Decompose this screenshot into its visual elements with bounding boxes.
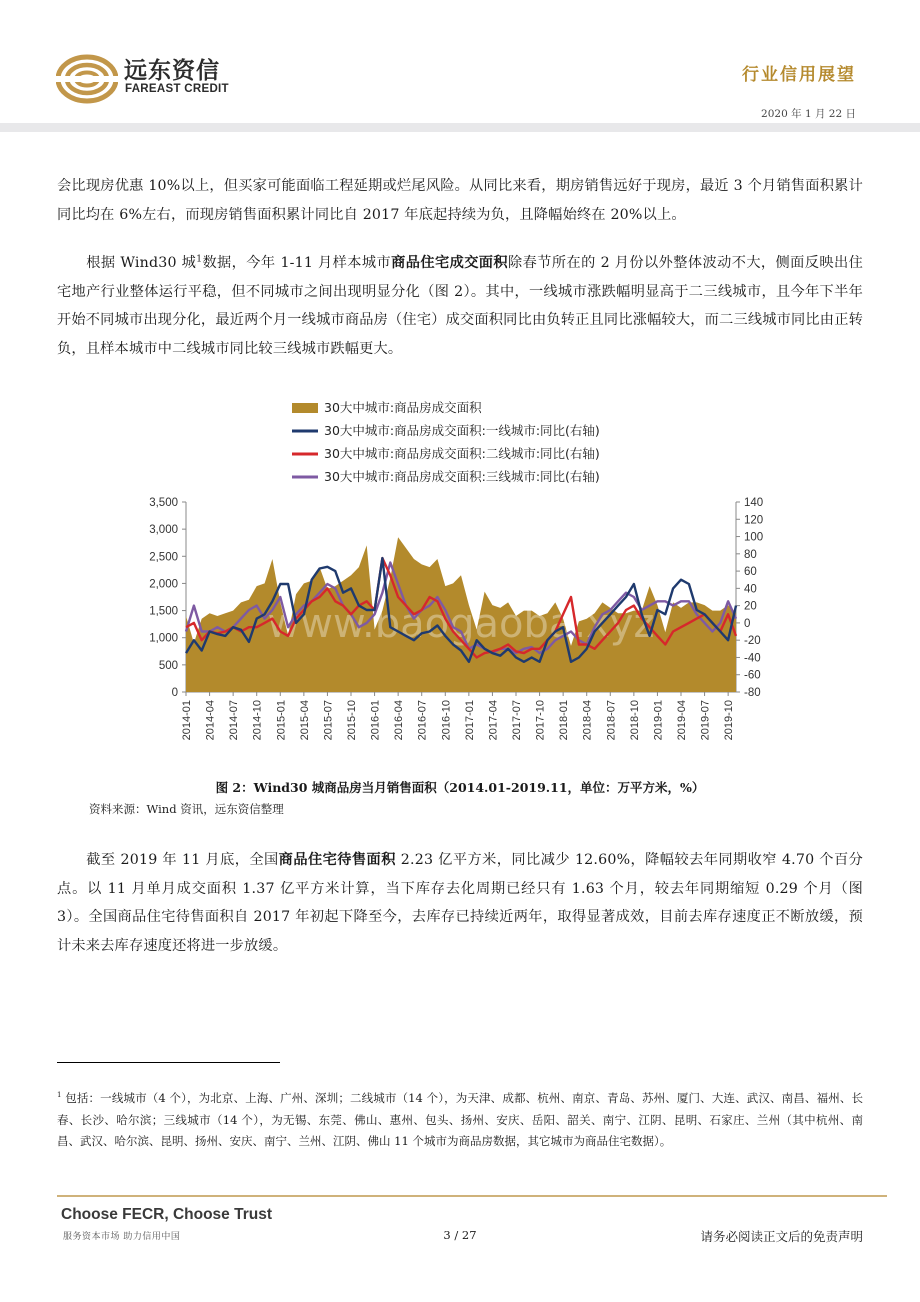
x-tick-label: 2015-10 (346, 700, 358, 741)
x-tick-label: 2016-07 (416, 700, 429, 741)
x-tick-label: 2016-10 (440, 700, 453, 741)
footer-divider (57, 1195, 887, 1197)
x-tick-label: 2018-04 (581, 700, 594, 741)
y-left-tick-label: 3,500 (149, 497, 178, 509)
footnote-text: 包括：一线城市（4 个），为北京、上海、广州、深圳；二线城市（14 个），为天津、成都、杭州、南京、青岛、苏州、厦门、大连、武汉、南昌、福州、长春、长沙、哈尔滨；三线城市（14 个），为无锡、东莞、佛山、惠州、包头、扬州、安庆、岳阳、韶关、南宁、江阴、昆明、石家庄、兰州（其中杭州、南昌、武汉、哈尔滨、昆明、扬州、安庆、南宁、兰州、江阴、佛山 11 个城市为商品房数据，其它城市为商品住宅数据）。 (57, 1091, 863, 1148)
logo-chinese-name: 远东资信 (124, 58, 220, 84)
y-right-tick-label: 60 (744, 566, 757, 579)
x-tick-label: 2017-10 (534, 700, 547, 741)
logo-emblem-icon (56, 52, 118, 106)
footnote-reference[interactable]: 1 (196, 254, 203, 265)
y-right-tick-label: 140 (744, 497, 764, 509)
watermark-text: www.baogaoba.xyz (267, 601, 655, 647)
x-tick-label: 2014-01 (181, 700, 193, 741)
paragraph-1 (57, 172, 863, 229)
footnote (57, 1088, 863, 1153)
y-left-tick-label: 3,000 (149, 524, 178, 537)
figure-source: 资料来源：Wind 资讯，远东资信整理 (89, 802, 284, 816)
x-tick-label: 2014-07 (228, 700, 241, 741)
x-tick-label: 2019-10 (723, 700, 736, 741)
footer-disclaimer: 请务必阅读正文后的免责声明 (700, 1229, 863, 1244)
x-tick-label: 2016-04 (393, 700, 406, 741)
y-right-tick-label: -60 (744, 669, 761, 682)
y-left-tick-label: 0 (171, 687, 178, 699)
y-left-tick-label: 1,500 (149, 605, 178, 618)
legend-label-0: 30大中城市:商品房成交面积 (324, 400, 482, 415)
paragraph-2 (57, 249, 863, 363)
report-date: 2020 年 1 月 22 日 (761, 108, 856, 120)
legend-label-1: 30大中城市:商品房成交面积:一线城市:同比(右轴) (324, 423, 600, 438)
y-right-tick-label: 40 (744, 583, 757, 596)
paragraph-2-keyword: 商品住宅成交面积 (391, 255, 509, 271)
company-logo (56, 52, 246, 106)
y-left-tick-label: 500 (158, 659, 178, 672)
x-tick-label: 2015-07 (322, 700, 335, 741)
page-number: 3 / 27 (443, 1228, 477, 1242)
paragraph-3-keyword: 商品住宅待售面积 (278, 852, 396, 868)
x-tick-label: 2014-10 (251, 700, 264, 741)
paragraph-3-text-a: 截至 2019 年 11 月底，全国 (86, 852, 279, 868)
y-right-tick-label: 120 (744, 514, 764, 527)
footnote-divider (57, 1062, 280, 1063)
paragraph-3 (57, 846, 863, 960)
chart-canvas (130, 392, 790, 762)
footer-slogan: Choose FECR, Choose Trust (61, 1206, 272, 1223)
x-tick-label: 2018-01 (558, 700, 571, 741)
x-tick-label: 2019-04 (676, 700, 688, 741)
x-tick-label: 2018-10 (628, 700, 641, 741)
x-tick-label: 2017-04 (487, 700, 500, 741)
footer-subslogan: 服务资本市场 助力信用中国 (63, 1232, 181, 1242)
x-tick-label: 2016-01 (369, 700, 382, 741)
y-right-tick-label: -20 (744, 635, 761, 648)
paragraph-2-text-c: 除春节所在的 2 月份以外整体波动不大，侧面反映出住宅地产行业整体运行平稳，但不同城市之间出现明显分化（图 2）。其中，一线城市涨跌幅明显高于二三线城市，且今年下半年开始不同城市出现分化，最近两个月一线城市商品房（住宅）成交面积同比由负转正且同比涨幅较大，而二三线城市同比由正转负，且样本城市中二线城市同比较三线城市跌幅更大。 (57, 255, 863, 357)
legend-label-3: 30大中城市:商品房成交面积:三线城市:同比(右轴) (324, 469, 600, 484)
paragraph-3-text-b: 2.23 亿平方米，同比减少 12.60%，降幅较去年同期收窄 4.70 个百分点。以 11 月单月成交面积 1.37 亿平方米计算，当下库存去化周期已经只有 1.63 个月，较去年同期缩短 0.29 个月（图 3）。全国商品住宅待售面积自 2017 年初起下降至今，去库存已持续近两年，取得显著成效，目前去库存速度正不断放缓，预计未来去库存速度还将进一步放缓。 (57, 852, 863, 954)
y-left-tick-label: 1,000 (149, 632, 178, 645)
legend-swatch-area (292, 403, 318, 413)
figure-caption: 图 2：Wind30 城商品房当月销售面积（2014.01-2019.11，单位：万平方米，%） (215, 780, 705, 795)
y-left-tick-label: 2,500 (149, 551, 178, 564)
y-right-tick-label: 20 (744, 600, 757, 613)
x-tick-label: 2019-07 (699, 700, 712, 741)
paragraph-1-text: 会比现房优惠 10%以上，但买家可能面临工程延期或烂尾风险。从同比来看，期房销售远好于现房，最近 3 个月销售面积累计同比均在 6%左右，而现房销售面积累计同比自 2017 年底起持续为负，且降幅始终在 20%以上。 (57, 178, 863, 223)
footnote-mark: 1 (57, 1091, 62, 1100)
y-right-tick-label: 100 (744, 531, 764, 544)
y-right-tick-label: 0 (744, 617, 751, 630)
legend-label-2: 30大中城市:商品房成交面积:二线城市:同比(右轴) (324, 446, 600, 461)
x-tick-label: 2017-01 (463, 700, 476, 741)
header-divider-band (0, 123, 920, 132)
y-left-tick-label: 2,000 (149, 578, 178, 591)
logo-english-name: FAREAST CREDIT (125, 83, 229, 95)
paragraph-2-text-a: 根据 Wind30 城 (86, 255, 197, 271)
x-tick-label: 2017-07 (511, 700, 523, 741)
sales-area-chart (130, 392, 790, 762)
x-tick-label: 2015-04 (298, 700, 311, 741)
x-tick-label: 2015-01 (275, 700, 288, 741)
y-right-tick-label: -40 (744, 652, 761, 665)
x-tick-label: 2019-01 (652, 700, 665, 741)
x-tick-label: 2018-07 (605, 700, 618, 741)
x-tick-label: 2014-04 (204, 700, 217, 741)
report-category-title: 行业信用展望 (742, 65, 856, 85)
paragraph-2-text-b: 数据，今年 1-11 月样本城市 (202, 255, 392, 271)
y-right-tick-label: -80 (744, 687, 761, 699)
y-right-tick-label: 80 (744, 548, 757, 561)
